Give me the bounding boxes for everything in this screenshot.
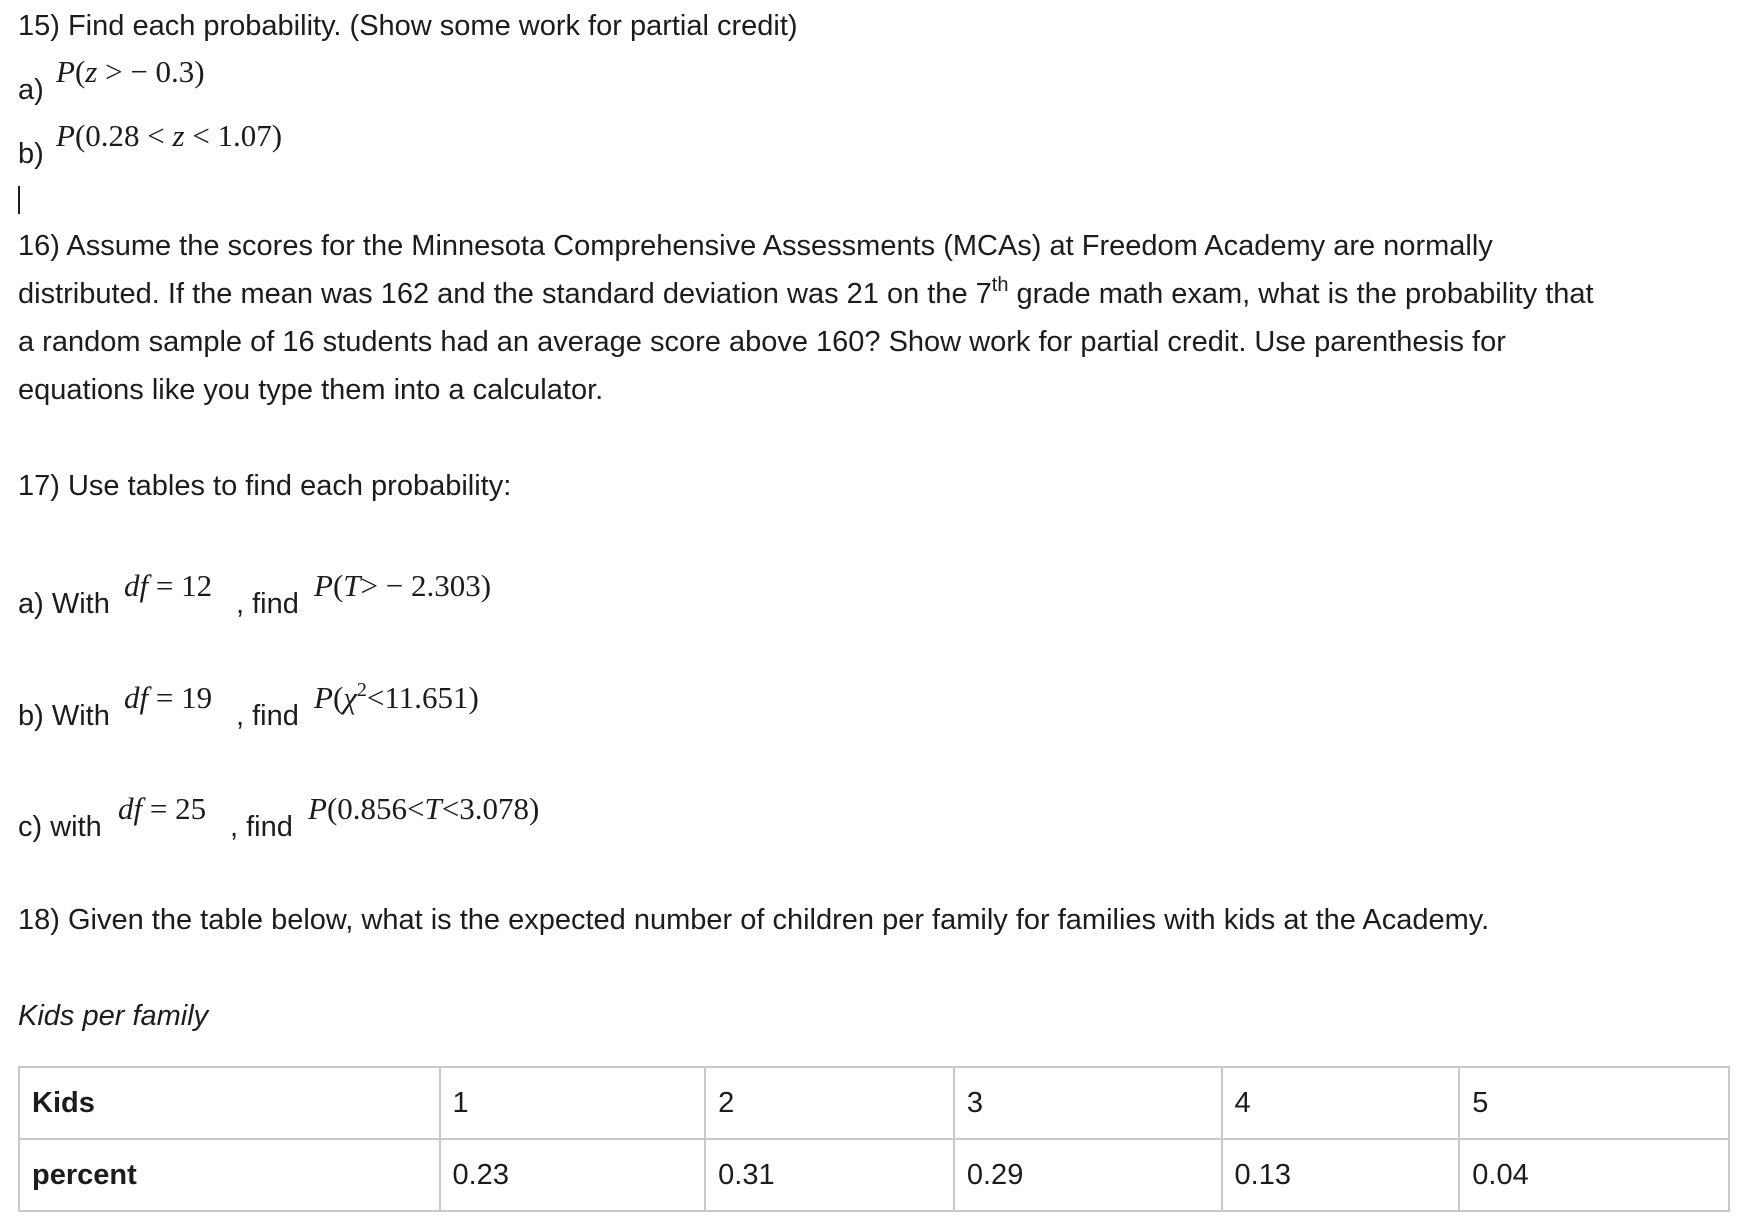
q17-c-df-var: df: [118, 791, 143, 826]
table-cell: 4: [1222, 1067, 1460, 1139]
q17-c-df-val: = 25: [142, 791, 207, 826]
q16-line-2a: distributed. If the mean was 162 and the standard deviation was 21 on the 7: [18, 278, 992, 310]
q17-a-expression: P(T> − 2.303): [314, 568, 492, 603]
q17-b-df-val: = 19: [148, 680, 213, 715]
table-cell: 0.31: [705, 1139, 954, 1211]
q16-paragraph: [18, 222, 1728, 414]
table-row-kids: [19, 1067, 1729, 1139]
q17-b-find: , find: [236, 700, 299, 732]
table-cell: 0.29: [954, 1139, 1222, 1211]
q17-a-df-val: = 12: [148, 568, 213, 603]
q17-c-var: T: [424, 791, 442, 826]
q18-text: 18) Given the table below, what is the expected number of children per family for families with kids at the Academy.: [18, 904, 1490, 936]
q17-c-p: P: [308, 791, 327, 826]
q17-b-sup: 2: [356, 679, 367, 701]
q17-a-df: [124, 566, 212, 606]
table-cell: 5: [1459, 1067, 1729, 1139]
q17-c-find: , find: [230, 811, 293, 843]
row-header-percent: percent: [19, 1139, 440, 1211]
q15-b-expression: [56, 116, 282, 156]
q17-a-rest: > − 2.303): [360, 568, 492, 603]
table-cell: 0.13: [1222, 1139, 1460, 1211]
q16-line-2b: grade math exam, what is the probability that: [1008, 278, 1594, 310]
q17-b-lead: b) With: [18, 700, 110, 732]
q17-c-df: [118, 789, 206, 829]
q15-title: 15) Find each probability. (Show some work for partial credit): [18, 10, 798, 42]
q15-a-var: z: [85, 54, 98, 89]
q15-a-open: (: [74, 54, 86, 89]
q17-a-df-var: df: [124, 568, 149, 603]
q17-b-df-var: df: [124, 680, 149, 715]
q15-a-label: a): [18, 74, 44, 106]
q17-a-find: , find: [236, 588, 299, 620]
q16-line-3: a random sample of 16 students had an average score above 160? Show work for partial credit. Use parenthesis for: [18, 326, 1506, 358]
q17-a-lead: a) With: [18, 588, 110, 620]
kids-table: [18, 1066, 1730, 1212]
q17-c-lead: c) with: [18, 811, 102, 843]
q17-c-rest: <3.078): [441, 791, 540, 826]
q17-b-p: P: [314, 680, 333, 715]
q16-line-1: 16) Assume the scores for the Minnesota Comprehensive Assessments (MCAs) at Freedom Academy are normally: [18, 230, 1493, 262]
q16-line-2: [18, 270, 1728, 318]
q15-b-p: P: [56, 118, 75, 153]
table-row-percent: [19, 1139, 1729, 1211]
q15-b-rest: < 1.07): [184, 118, 283, 153]
q17-title: 17) Use tables to find each probability:: [18, 470, 512, 502]
q17-b-df: [124, 678, 212, 718]
q17-a-var: T: [343, 568, 361, 603]
q17-part-c: [18, 789, 918, 849]
q15-part-a: [18, 52, 618, 112]
q16-line-4: equations like you type them into a calculator.: [18, 374, 604, 406]
q17-a-p: P: [314, 568, 333, 603]
q17-b-var: χ: [343, 680, 357, 715]
q15-b-label: b): [18, 138, 44, 170]
table-cell: 0.04: [1459, 1139, 1729, 1211]
q17-b-rest: <11.651): [366, 680, 479, 715]
q15-b-var: z: [172, 118, 185, 153]
q15-b-open: (0.28 <: [74, 118, 173, 153]
table-cell: 0.23: [440, 1139, 706, 1211]
q16-superscript: th: [991, 274, 1009, 296]
q17-part-a: [18, 566, 918, 626]
q17-c-open: (0.856<: [326, 791, 425, 826]
row-header-kids: Kids: [19, 1067, 440, 1139]
q15-a-expression: [56, 52, 205, 92]
text-cursor[interactable]: [18, 186, 20, 214]
q15-a-rest: > − 0.3): [97, 54, 205, 89]
q17-b-expression: $P(\chi^2<11.651)$: [314, 679, 479, 715]
table-cell: 2: [705, 1067, 954, 1139]
q15-a-p: P: [56, 54, 75, 89]
table-cell: 1: [440, 1067, 706, 1139]
q15-part-b: [18, 116, 618, 176]
table-cell: 3: [954, 1067, 1222, 1139]
q17-c-expression: [308, 789, 539, 829]
table-caption: Kids per family: [18, 1000, 209, 1032]
q17-part-b: [18, 678, 918, 738]
